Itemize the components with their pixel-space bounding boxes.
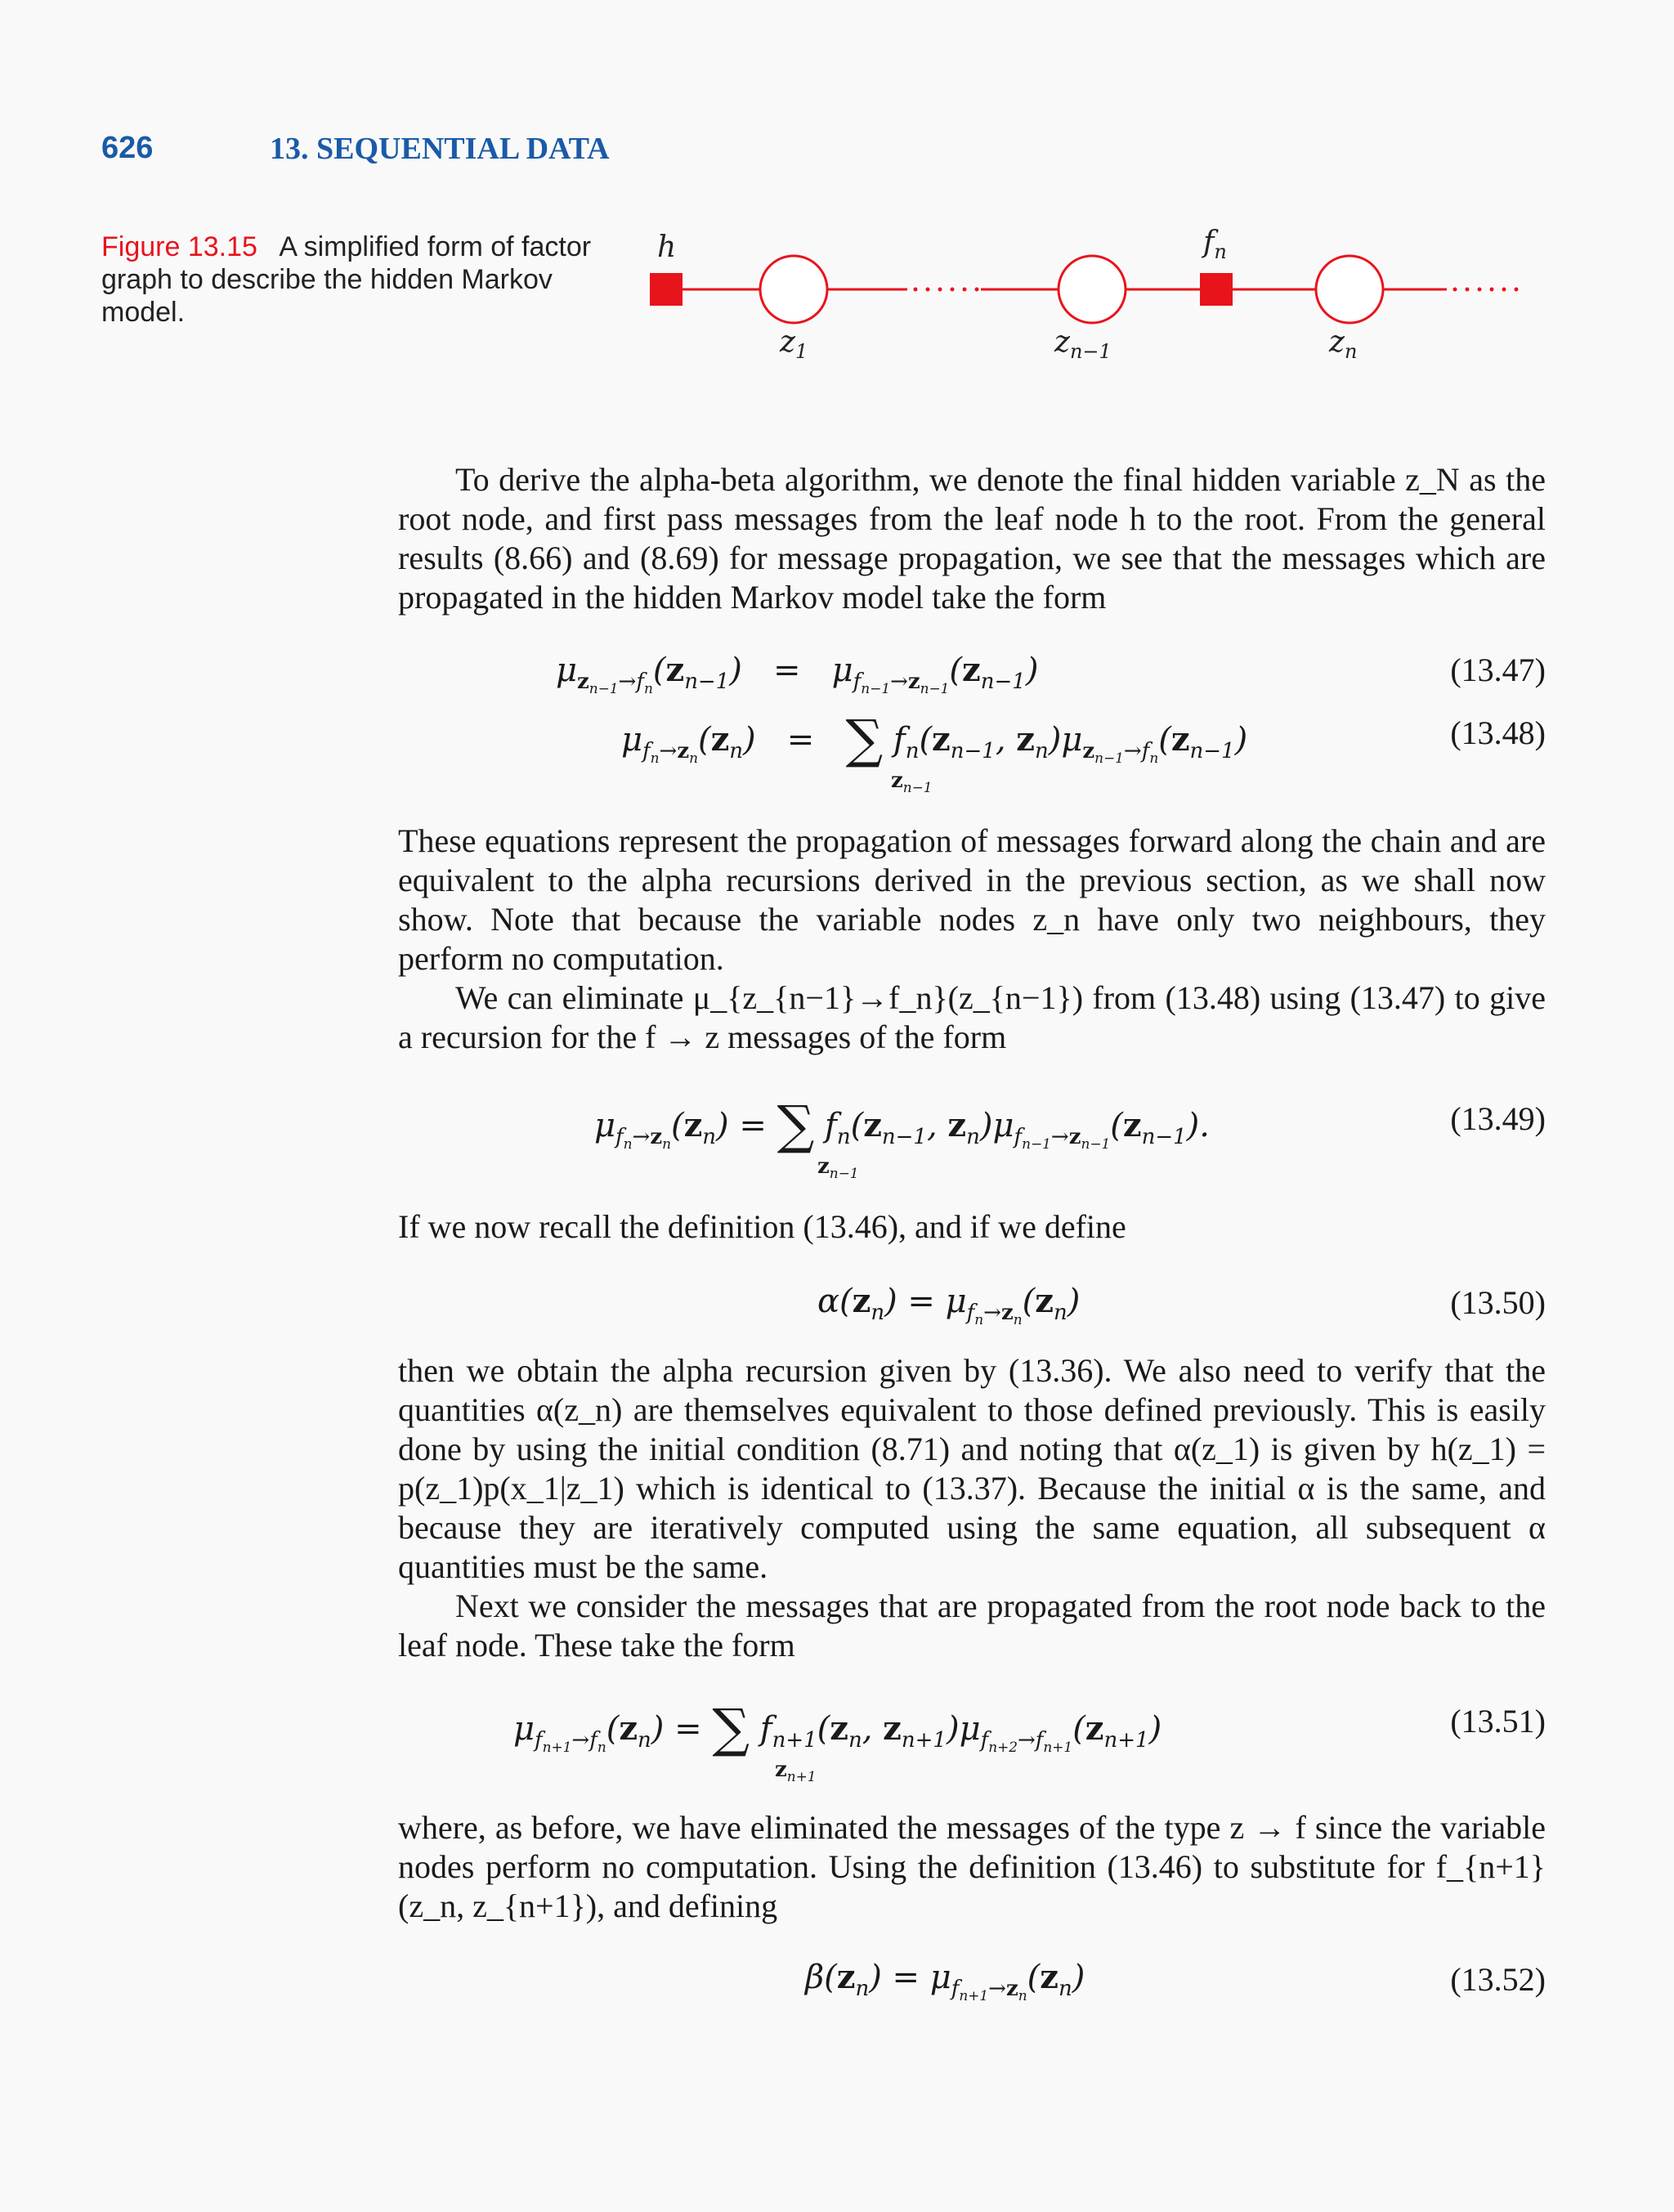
equation-number-13-52: (13.52)	[1450, 1961, 1546, 1998]
sum-index-13-51: $z_{n+1}$	[775, 1758, 817, 1785]
label-z1: $z_1$	[780, 325, 808, 363]
figure-label: Figure 13.15	[101, 231, 257, 262]
page-number: 626	[101, 131, 154, 165]
variable-node-zn-1	[1059, 256, 1126, 323]
paragraph-2: These equations represent the propagation of messages forward along the chain and are equivalent to the alpha recursions derived in the previous section, as we shall now show. Note that because the variable nodes z_n have only two neighbours, they perform no computation.	[398, 822, 1546, 977]
label-zn-1: $z_{n-1}$	[1054, 325, 1112, 363]
label-fn: $f_n$	[1203, 226, 1227, 263]
equation-number-13-47: (13.47)	[1450, 652, 1546, 688]
equation-number-13-51: (13.51)	[1450, 1703, 1546, 1740]
label-zn: $z_n$	[1329, 325, 1358, 363]
chapter-heading: 13. SEQUENTIAL DATA	[270, 132, 610, 166]
label-h: h	[657, 231, 677, 264]
paragraph-7: where, as before, we have eliminated the messages of the type z → f since the variable nodes perform no computation. Using the definition (13.46) to substitute for f_{n+1}(z_n, z_{n+1}), and defining	[398, 1809, 1546, 1924]
paragraph-6: Next we consider the messages that are propagated from the root node back to the leaf node. These take the form	[398, 1587, 1546, 1663]
equation-number-13-48: (13.48)	[1450, 714, 1546, 751]
equation-13-50: $\alpha(z_n) = \mu_{f_n\to z_n}(z_n)$	[817, 1282, 1081, 1328]
equation-13-47: $\mu_{z_{n-1}\to f_n}(z_{n-1}) = \mu_{f_{n-1}\to z_{n-1}}(z_{n-1})$	[556, 651, 1039, 697]
figure-caption	[101, 231, 624, 329]
equation-13-48: $\mu_{f_n\to z_n}(z_n)$ = ∑ $f_n(z_{n-1}$, $z_n)\mu_{z_{n-1}\to f_n}(z_{n-1})$	[621, 710, 1248, 770]
factor-node-h	[650, 273, 683, 306]
paragraph-5: then we obtain the alpha recursion given by (13.36). We also need to verify that the quantities α(z_n) are themselves equivalent to those defined previously. This is easily done by using the initial condition (8.71) and noting that α(z_1) is given by h(z_1) = p(z_1)p(x_1|z_1) which is identical to (13.37). Because the initial α is the same, and because they are iteratively computed using the same equation, all subsequent α quantities must be the same.	[398, 1352, 1546, 1585]
equation-number-13-49: (13.49)	[1450, 1100, 1546, 1137]
paragraph-3: We can eliminate μ_{z_{n−1}→f_n}(z_{n−1}) from (13.48) using (13.47) to give a recursion for the f → z messages of the form	[398, 979, 1546, 1055]
variable-node-z1	[760, 256, 827, 323]
equation-13-49: $\mu_{f_n\to z_n}(z_n)$ = ∑ $f_n(z_{n-1}$, $z_n)\mu_{f_{n-1}\to z_{n-1}}(z_{n-1})$.	[594, 1095, 1210, 1156]
paragraph-1: To derive the alpha-beta algorithm, we denote the final hidden variable z_N as the root node, and first pass messages from the leaf node h to the root. From the general results (8.66) and (8.69) for message propagation, we see that the messages which are propagated in the hidden Markov model take the form	[398, 461, 1546, 616]
equation-13-51: $\mu_{f_{n+1}\to f_n}(z_n)$ = ∑ $f_{n+1}(z_n$, $z_{n+1})\mu_{f_{n+2}\to f_{n+1}}(z_{n+1})$	[513, 1699, 1162, 1759]
equation-13-52: $\beta(z_n) = \mu_{f_{n+1}\to z_n}(z_n)$	[805, 1958, 1085, 2004]
equation-number-13-50: (13.50)	[1450, 1284, 1546, 1321]
factor-node-fn	[1200, 273, 1233, 306]
variable-node-zn	[1316, 256, 1383, 323]
paragraph-4: If we now recall the definition (13.46), and if we define	[398, 1208, 1126, 1245]
sum-index-13-48: $z_{n-1}$	[891, 768, 933, 796]
factor-graph-figure	[638, 221, 1553, 368]
figure-caption-text: A simplified form of factor graph to describe the hidden Markov model.	[101, 231, 592, 328]
sum-index-13-49: $z_{n-1}$	[817, 1154, 859, 1182]
